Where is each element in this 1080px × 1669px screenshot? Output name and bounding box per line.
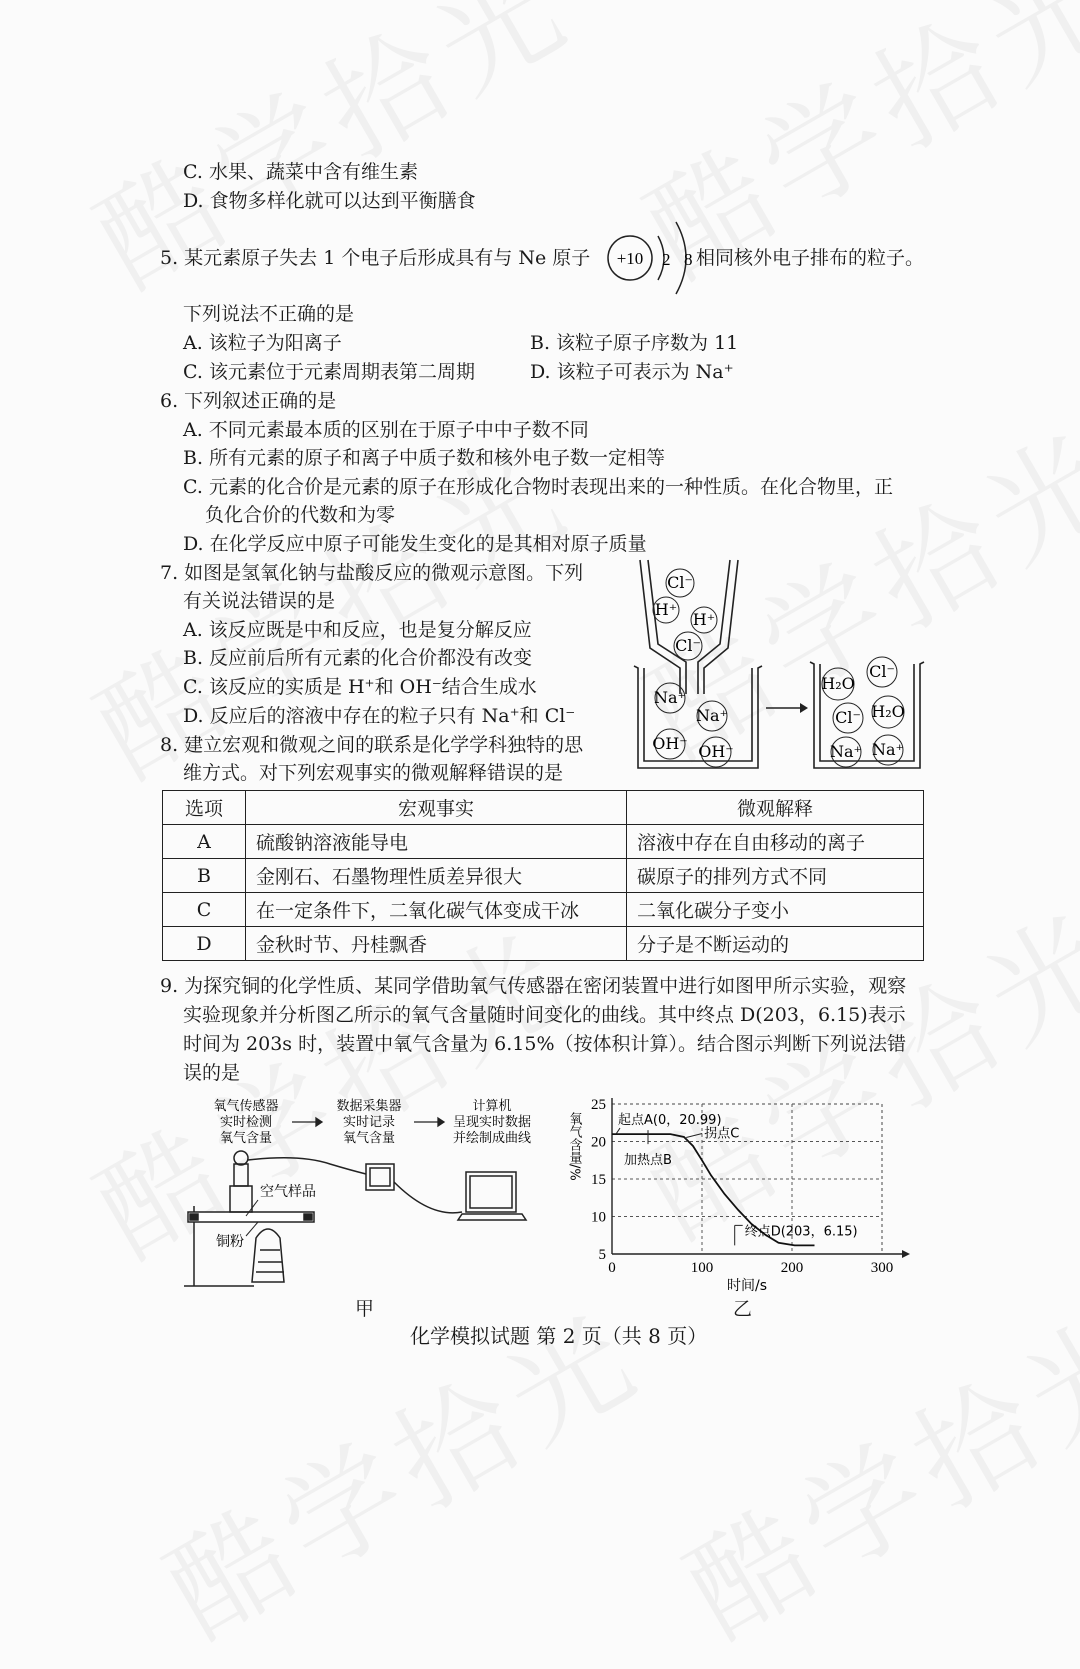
annotation-inflection-point-c: 拐点C: [704, 1126, 740, 1142]
q5-option-b: B. 该粒子原子序数为 11: [530, 332, 739, 354]
ion-oh-in-beaker: [652, 729, 688, 759]
molecule-h2o-in-beaker: [871, 696, 904, 728]
q5-stem-end: 相同核外电子排布的粒子。: [696, 247, 925, 269]
box2-line2: 实时记录: [342, 1115, 396, 1130]
ion-na-in-beaker: [830, 737, 862, 767]
page-footer: 化学模拟试题 第 2 页（共 8 页）: [410, 1324, 708, 1348]
q7-option-c: C. 该反应的实质是 H⁺和 OH⁻结合生成水: [183, 676, 537, 698]
q8-table: [162, 790, 924, 961]
q5-question: 下列说法不正确的是: [183, 303, 355, 325]
row-micro-explanation: 溶液中存在自由移动的离子: [627, 825, 924, 859]
neutralization-microscopic-diagram: [628, 556, 928, 778]
q5-stem: 5. 某元素原子失去 1 个电子后形成具有与 Ne 原子: [160, 247, 591, 269]
svg-text:H⁺: H⁺: [692, 610, 716, 629]
row-option: B: [163, 859, 246, 893]
x-tick-label: 0: [608, 1260, 616, 1276]
annotation-a-pointer: [616, 1128, 620, 1134]
box1-line3: 氧气含量: [219, 1131, 273, 1146]
row-macro-fact: 金刚石、石墨物理性质差异很大: [246, 859, 627, 893]
row-macro-fact: 金秋时节、丹桂飘香: [246, 927, 627, 961]
shell-2-electrons: 8: [684, 250, 693, 269]
row-option: C: [163, 893, 246, 927]
box3-line2: 呈现实时数据: [452, 1115, 532, 1130]
q5-option-a: A. 该粒子为阳离子: [183, 332, 342, 354]
svg-text:Na⁺: Na⁺: [654, 688, 686, 707]
q7-stem-line1: 7. 如图是氢氧化钠与盐酸反应的微观示意图。下列: [160, 562, 584, 584]
svg-text:H₂O: H₂O: [871, 702, 905, 721]
y-tick-label: 20: [591, 1134, 606, 1151]
row-micro-explanation: 碳原子的排列方式不同: [627, 859, 924, 893]
copper-powder-label: 铜粉: [216, 1234, 244, 1250]
header-macro-fact: 宏观事实: [246, 791, 627, 825]
ion-na-in-beaker: [654, 683, 686, 713]
box3-line3: 并绘制成曲线: [452, 1131, 532, 1146]
figure-yi-oxygen-chart: [560, 1090, 920, 1300]
svg-text:Cl⁻: Cl⁻: [675, 636, 701, 655]
table-row: [163, 893, 924, 927]
q7-option-d: D. 反应后的溶液中存在的粒子只有 Na⁺和 Cl⁻: [183, 705, 576, 727]
molecule-h2o-in-beaker: [821, 668, 854, 700]
shell-1-electrons: 2: [662, 250, 671, 269]
ion-h-in-funnel: [691, 607, 717, 633]
q8-stem-line2: 维方式。对下列宏观事实的微观解释错误的是: [183, 762, 564, 784]
svg-text:Cl⁻: Cl⁻: [667, 573, 693, 592]
header-micro-explanation: 微观解释: [627, 791, 924, 825]
box1-line1: 氧气传感器: [213, 1099, 279, 1114]
row-macro-fact: 在一定条件下，二氧化碳气体变成干冰: [246, 893, 627, 927]
x-axis-arrow: [902, 1250, 910, 1258]
q8-stem-line1: 8. 建立宏观和微观之间的联系是化学学科独特的思: [160, 734, 584, 756]
q6-option-c-line1: C. 元素的化合价是元素的原子在形成化合物时表现出来的一种性质。在化合物里，正: [183, 476, 893, 498]
box2-line1: 数据采集器: [336, 1099, 402, 1114]
y-tick-label: 25: [591, 1097, 606, 1113]
q6-option-b: B. 所有元素的原子和离子中质子数和核外电子数一定相等: [183, 447, 666, 469]
table-row: [163, 859, 924, 893]
figure-jia-caption: 甲: [355, 1298, 375, 1320]
svg-text:OH⁻: OH⁻: [652, 734, 688, 753]
q7-option-a: A. 该反应既是中和反应，也是复分解反应: [183, 619, 532, 641]
table-row: [163, 825, 924, 859]
ion-cl-in-funnel: [674, 632, 702, 660]
q5-option-c: C. 该元素位于元素周期表第二周期: [183, 361, 475, 383]
q5-option-d: D. 该粒子可表示为 Na⁺: [530, 361, 734, 383]
svg-text:Na⁺: Na⁺: [696, 706, 728, 725]
row-option: A: [163, 825, 246, 859]
box1-line2: 实时检测: [219, 1115, 273, 1130]
figure-yi-caption: 乙: [733, 1298, 753, 1320]
header-option: 选项: [163, 791, 246, 825]
table-header-row: [163, 791, 924, 825]
x-axis-label: 时间/s: [726, 1278, 768, 1294]
q9-stem-line1: 9. 为探究铜的化学性质、某同学借助氧气传感器在密闭装置中进行如图甲所示实验，观察: [160, 975, 907, 997]
q6-option-a: A. 不同元素最本质的区别在于原子中中子数不同: [183, 419, 589, 441]
annotation-start-point-a: 起点A(0，20.99): [618, 1113, 722, 1129]
q6-option-c-line2: 负化合价的代数和为零: [205, 504, 396, 526]
row-micro-explanation: 分子是不断运动的: [627, 927, 924, 961]
y-tick-label: 5: [598, 1247, 606, 1263]
air-sample-label: 空气样品: [260, 1184, 316, 1200]
row-option: D: [163, 927, 246, 961]
table-row: [163, 927, 924, 961]
ion-cl-in-beaker: [833, 703, 863, 733]
svg-text:Na⁺: Na⁺: [830, 742, 862, 761]
y-tick-label: 15: [591, 1172, 606, 1188]
q7-stem-line2: 有关说法错误的是: [183, 590, 336, 612]
q7-option-b: B. 反应前后所有元素的化合价都没有改变: [183, 647, 533, 669]
annotation-end-point-d: 终点D(203，6.15): [744, 1224, 858, 1240]
x-tick-label: 300: [870, 1260, 894, 1276]
ion-oh-in-beaker: [698, 737, 734, 767]
row-macro-fact: 硫酸钠溶液能导电: [246, 825, 627, 859]
ion-cl-in-beaker: [867, 657, 897, 687]
q4-option-d: D. 食物多样化就可以达到平衡膳食: [183, 190, 476, 212]
q6-option-d: D. 在化学反应中原子可能发生变化的是其相对原子质量: [183, 533, 647, 555]
figure-jia-apparatus: [180, 1094, 560, 1294]
nucleus-charge: +10: [616, 249, 644, 268]
row-micro-explanation: 二氧化碳分子变小: [627, 893, 924, 927]
y-tick-label: 10: [591, 1209, 606, 1226]
annotation-heating-point-b: 加热点B: [624, 1153, 672, 1169]
ion-cl-in-funnel: [666, 569, 694, 597]
svg-text:H₂O: H₂O: [821, 674, 855, 693]
q6-stem: 6. 下列叙述正确的是: [160, 390, 337, 412]
watermark: [652, 1261, 1080, 1668]
box3-line1: 计算机: [472, 1099, 512, 1114]
x-tick-label: 100: [690, 1260, 714, 1276]
svg-text:Cl⁻: Cl⁻: [835, 708, 861, 727]
svg-text:Cl⁻: Cl⁻: [869, 662, 895, 681]
annotation-c-pointer: [686, 1134, 702, 1138]
q9-stem-line4: 误的是: [183, 1062, 241, 1084]
ion-na-in-beaker: [696, 701, 728, 731]
watermark: [132, 1261, 667, 1668]
svg-text:H⁺: H⁺: [654, 600, 678, 619]
q4-option-c: C. 水果、蔬菜中含有维生素: [183, 161, 418, 183]
q9-stem-line2: 实验现象并分析图乙所示的氧气含量随时间变化的曲线。其中终点 D(203，6.15)表示: [183, 1004, 906, 1026]
ne-atom-structure-diagram: [600, 218, 700, 298]
x-tick-label: 200: [780, 1260, 804, 1276]
svg-text:OH⁻: OH⁻: [698, 742, 734, 761]
ion-h-in-funnel: [653, 597, 679, 623]
y-axis-label: 氧气含量/%: [566, 1112, 582, 1181]
q9-stem-line3: 时间为 203s 时，装置中氧气含量为 6.15%（按体积计算）。结合图示判断下列说法错: [183, 1033, 906, 1055]
svg-text:Na⁺: Na⁺: [872, 740, 904, 759]
box2-line3: 氧气含量: [342, 1131, 396, 1146]
